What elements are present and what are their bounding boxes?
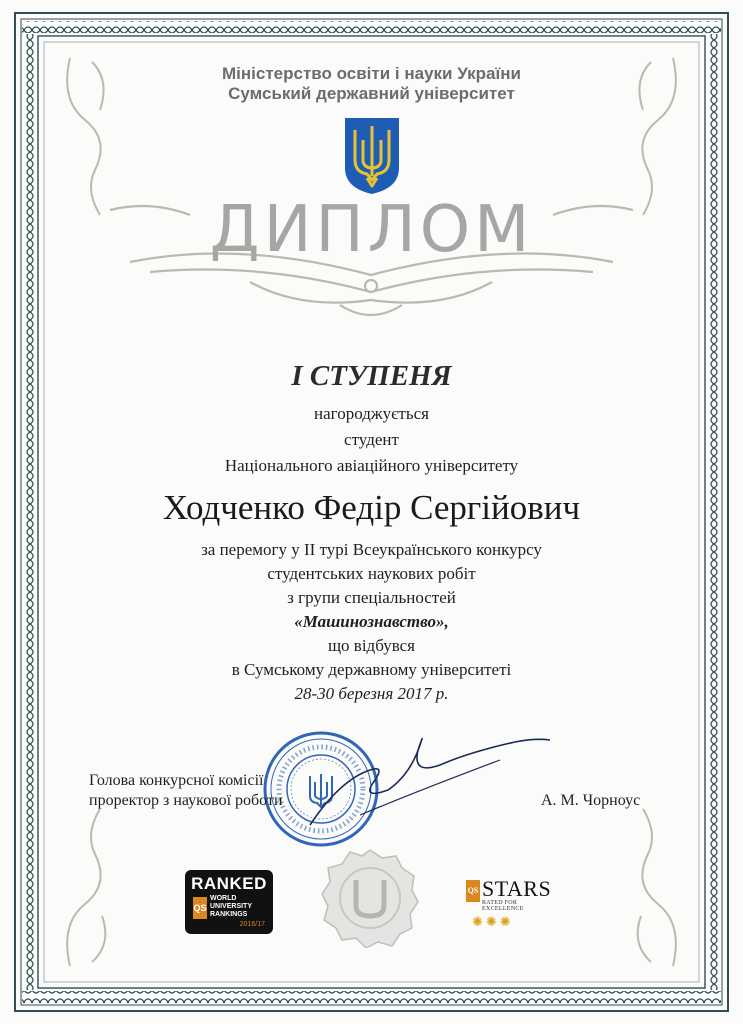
university-name: Сумський державний університет: [228, 84, 515, 103]
signature-mark: [300, 720, 560, 840]
ranked-title: RANKED: [191, 874, 267, 893]
ranked-line-rankings: RANKINGS: [210, 911, 248, 918]
institution-line: Національного авіаційного університету: [224, 456, 519, 475]
committee-head-role: Голова конкурсної комісії: [89, 772, 264, 789]
stars-rating-icons: ✺✺✺: [472, 914, 514, 929]
ranked-line-world: WORLD: [210, 895, 237, 902]
vice-rector-role: проректор з наукової роботи: [89, 792, 283, 809]
trident-icon: [343, 116, 401, 196]
reason-line: за перемогу у ІІ турі Всеукраїнського конкурсу: [201, 540, 542, 559]
stars-subtitle: RATED FOR EXCELLENCE: [482, 900, 524, 912]
event-date: 28-30 березня 2017 р.: [294, 684, 449, 703]
qs-ranked-badge: [185, 870, 273, 934]
degree-label: І СТУПЕНЯ: [291, 360, 452, 392]
specialty-line: «Машинознавство»,: [294, 612, 449, 631]
qs-stars-badge: [466, 876, 556, 929]
took-place-line: що відбувся: [327, 636, 416, 655]
group-line: з групи спеціальностей: [287, 588, 456, 607]
awarded-line: нагороджується: [314, 404, 429, 423]
signature-roles: [89, 771, 283, 811]
stars-title: STARS: [482, 876, 552, 901]
location-line: в Сумському державному університеті: [231, 660, 512, 679]
student-line: студент: [344, 430, 399, 449]
ranked-year: 2016/17: [239, 921, 265, 928]
header-block: [0, 64, 743, 104]
ranked-qs-mark: QS: [193, 897, 207, 919]
hologram-seal: [320, 848, 420, 948]
ranked-line-university: UNIVERSITY: [210, 903, 253, 910]
stars-qs-mark: QS: [466, 880, 480, 902]
diploma-title: ДИПЛОМ: [209, 193, 534, 267]
recipient-name: Ходченко Федір Сергійович: [162, 488, 581, 527]
signer-name: А. М. Чорноус: [541, 792, 641, 809]
ranked-subtitle: [210, 895, 252, 919]
ministry-name: Міністерство освіти і науки України: [222, 64, 521, 83]
works-line: студентських наукових робіт: [267, 564, 476, 583]
